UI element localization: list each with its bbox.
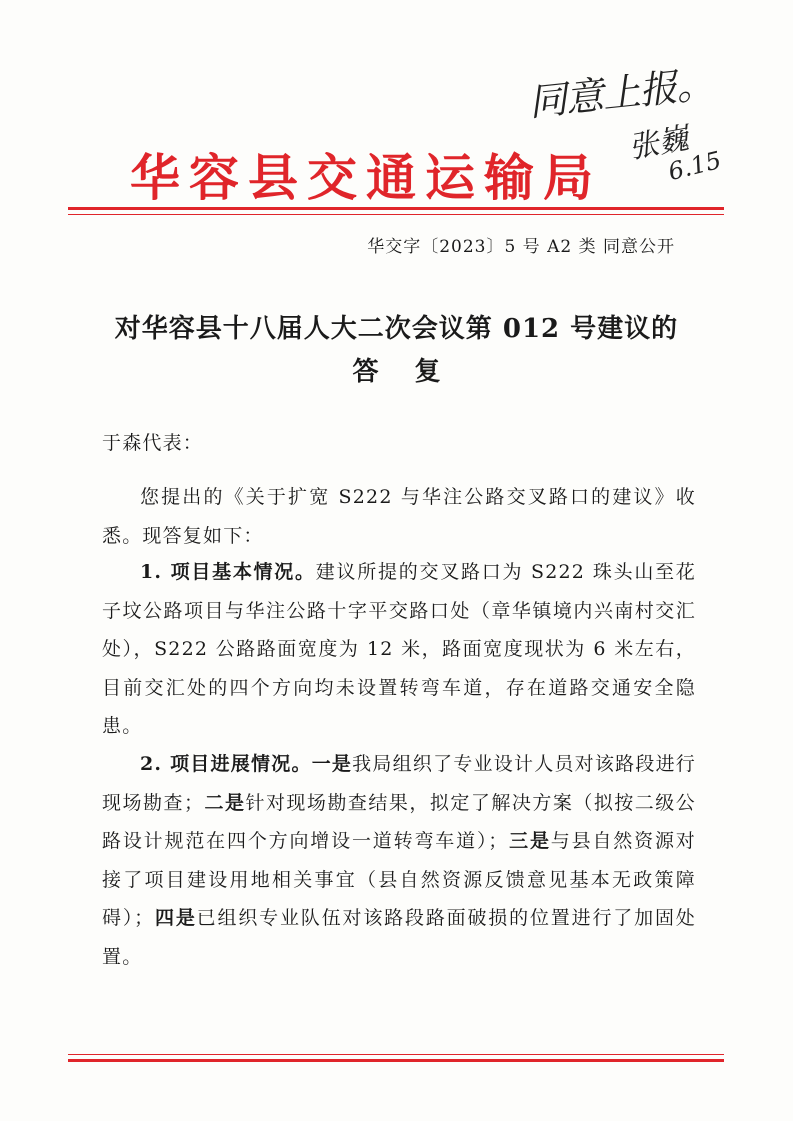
paragraph-basic-situation-heading: 1. 项目基本情况。 <box>140 561 316 583</box>
handwritten-date: 6.15 <box>665 145 725 187</box>
progress-item-1-marker: 一是 <box>311 753 353 775</box>
progress-item-3-marker: 三是 <box>508 830 551 852</box>
progress-item-3-text: 与县自然资源对接了项目建设用地相关事宜（县自然资源反馈意见基本无政策障碍）； <box>102 830 696 929</box>
document-title-line2: 答复 <box>352 357 477 387</box>
paragraph-progress <box>102 745 696 976</box>
progress-item-4-text: 已组织专业队伍对该路段路面破损的位置进行了加固处置。 <box>102 907 696 968</box>
handwritten-instruction: 同意上报。 <box>526 61 716 125</box>
footer-divider-thin <box>68 1054 724 1055</box>
paragraph-basic-situation-text: 建议所提的交叉路口为 S222 珠头山至花子坟公路项目与华注公路十字平交路口处（章华镇境内兴南村交汇处），S222 公路路面宽度为 12 米，路面宽度现状为 6 米左右，目前交汇处的四个方向均未设置转弯车道，存在道路交通安全隐患。 <box>102 561 696 737</box>
salutation: 于森代表： <box>102 432 204 454</box>
letterhead-org-name: 华容县交通运输局 <box>130 149 602 207</box>
progress-item-1-text: 我局组织了专业设计人员对该路段进行现场勘查； <box>102 753 697 814</box>
document-number: 华交字〔2023〕5 号 A2 类 同意公开 <box>367 237 675 257</box>
progress-item-2-text: 针对现场勘查结果，拟定了解决方案（拟按二级公路设计规范在四个方向增设一道转弯车道）； <box>102 791 696 852</box>
footer-divider-thick <box>68 1059 724 1062</box>
paragraph-basic-situation <box>102 553 696 746</box>
progress-item-2-marker: 二是 <box>204 791 246 814</box>
paragraph-intro-text: 您提出的《关于扩宽 S222 与华注公路交叉路口的建议》收悉。现答复如下： <box>102 486 696 547</box>
paragraph-progress-heading: 2. 项目进展情况。 <box>140 753 312 775</box>
progress-item-4-marker: 四是 <box>154 907 197 929</box>
letterhead-divider-thick <box>68 207 724 210</box>
paragraph-intro <box>102 478 696 555</box>
document-title-line1: 对华容县十八届人大二次会议第 012 号建议的 <box>114 314 679 344</box>
handwritten-signature: 张巍 <box>626 121 692 166</box>
letterhead-divider-thin <box>68 214 724 215</box>
